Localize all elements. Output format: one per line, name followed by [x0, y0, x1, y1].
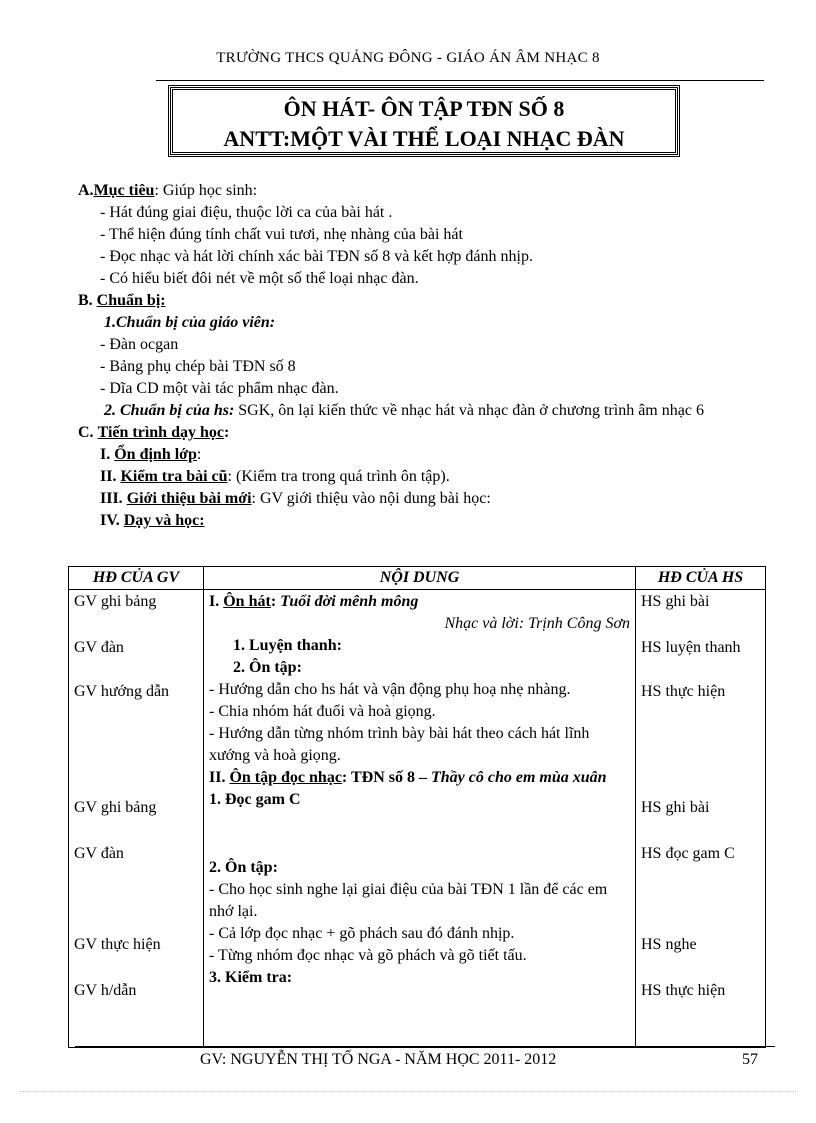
section-a-intro: : Giúp học sinh: — [154, 182, 258, 199]
teacher-prep-heading: 1.Chuẩn bị của giáo viên: — [104, 314, 276, 331]
reading-review-heading — [209, 767, 630, 789]
s2-item-2: - Cả lớp đọc nhạc + gõ phách sau đó đánh nhịp. — [209, 925, 515, 942]
s2-mid: : TĐN số 8 – — [341, 769, 431, 786]
step-4-title: Dạy và học: — [123, 512, 205, 529]
hs-r5: HS đọc gam C — [641, 845, 735, 862]
header-teacher: HĐ CỦA GV — [69, 567, 204, 590]
gv-r2: GV đàn — [74, 639, 124, 656]
s2-item-1: - Cho học sinh nghe lại giai điệu của bài TĐN 1 lần để các em nhớ lại. — [209, 881, 608, 920]
section-c-heading — [78, 422, 778, 444]
step-1-title: Ổn định lớp — [114, 446, 197, 463]
teacher-column — [69, 590, 204, 1048]
teacher-prep-2: - Bảng phụ chép bài TĐN số 8 — [100, 358, 296, 375]
objective-3: - Đọc nhạc và hát lời chính xác bài TĐN số 8 và kết hợp đánh nhịp. — [100, 248, 533, 265]
s1-item-1: - Hướng dẫn cho hs hát và vận động phụ hoạ nhẹ nhàng. — [209, 681, 571, 698]
gv-r5: GV đàn — [74, 845, 124, 862]
s1-warmup: 1. Luyện thanh: — [233, 637, 342, 654]
lesson-table — [68, 566, 766, 1048]
step-2-num: II. — [100, 468, 121, 485]
content-column — [204, 590, 636, 1048]
s1-song: Tuổi đời mênh mông — [280, 593, 419, 610]
step-1 — [78, 444, 778, 466]
step-2 — [78, 466, 778, 488]
table-body-row — [69, 590, 766, 1048]
step-3-rest: : GV giới thiệu vào nội dung bài học: — [251, 490, 491, 507]
hs-r1: HS ghi bài — [641, 593, 710, 610]
teacher-prep-3: - Dĩa CD một vài tác phẩm nhạc đàn. — [100, 380, 339, 397]
section-b-heading — [78, 290, 778, 312]
step-1-num: I. — [100, 446, 115, 463]
page-number: 57 — [742, 1051, 758, 1068]
s1-item-2: - Chia nhóm hát đuổi và hoà giọng. — [209, 703, 436, 720]
section-a-label: A. — [78, 182, 94, 199]
section-b-label: B. — [78, 292, 93, 309]
header-student: HĐ CỦA HS — [636, 567, 766, 590]
gv-r7: GV h/dẫn — [74, 982, 137, 999]
s2-review: 2. Ôn tập: — [209, 859, 278, 876]
footer-rule — [75, 1046, 775, 1047]
step-3-num: III. — [100, 490, 127, 507]
gv-r3: GV hướng dẫn — [74, 683, 170, 700]
step-4-num: IV. — [100, 512, 124, 529]
lesson-body — [78, 180, 778, 532]
song-author: Nhạc và lời: Trịnh Công Sơn — [444, 615, 630, 632]
student-prep — [78, 400, 778, 422]
s2-scale: 1. Đọc gam C — [209, 791, 301, 808]
gv-r6: GV thực hiện — [74, 936, 161, 953]
s2-check: 3. Kiểm tra: — [209, 969, 293, 986]
s2-item-3: - Từng nhóm đọc nhạc và gõ phách và gõ tiết tấu. — [209, 947, 527, 964]
section-c-colon: : — [223, 424, 230, 441]
step-2-title: Kiểm tra bài cũ — [120, 468, 228, 485]
s2-title: Ôn tập đọc nhạc — [229, 769, 342, 786]
teacher-prep-1: - Đàn ocgan — [100, 336, 179, 353]
student-prep-heading: 2. Chuẩn bị của hs: — [104, 402, 235, 419]
s1-title: Ôn hát — [223, 593, 271, 610]
hs-r6: HS nghe — [641, 936, 697, 953]
s2-prefix: II. — [209, 769, 230, 786]
s1-review: 2. Ôn tập: — [233, 659, 302, 676]
title-line-1: ÔN HÁT- ÔN TẬP TĐN SỐ 8 — [283, 96, 565, 121]
objective-1: - Hát đúng giai điệu, thuộc lời ca của bài hát . — [100, 204, 393, 221]
section-a-heading — [78, 180, 778, 202]
section-a-title: Mục tiêu — [93, 182, 155, 199]
hs-r7: HS thực hiện — [641, 982, 726, 999]
hs-r3: HS thực hiện — [641, 683, 726, 700]
song-review-heading — [209, 591, 630, 613]
gv-r1: GV ghi bảng — [74, 593, 157, 610]
hs-r4: HS ghi bài — [641, 799, 710, 816]
s2-song: Thầy cô cho em mùa xuân — [430, 769, 607, 786]
s1-prefix: I. — [209, 593, 224, 610]
header-rule — [156, 80, 764, 81]
student-column — [636, 590, 766, 1048]
page-footer: GV: NGUYỄN THỊ TỐ NGA - NĂM HỌC 2011- 2012 — [200, 1051, 557, 1068]
section-c-title: Tiến trình dạy học — [97, 424, 224, 441]
objective-2: - Thể hiện đúng tính chất vui tươi, nhẹ nhàng của bài hát — [100, 226, 463, 243]
objective-4: - Có hiểu biết đôi nét về một số thể loại nhạc đàn. — [100, 270, 419, 287]
s1-colon: : — [270, 593, 281, 610]
page-bottom-dotted-line — [20, 1091, 796, 1092]
header-content: NỘI DUNG — [204, 567, 636, 590]
step-3-title: Giới thiệu bài mới — [126, 490, 252, 507]
step-2-rest: : (Kiểm tra trong quá trình ôn tập). — [227, 468, 450, 485]
page-header: TRƯỜNG THCS QUẢNG ĐÔNG - GIÁO ÁN ÂM NHẠC 8 — [216, 50, 600, 66]
hs-r2: HS luyện thanh — [641, 639, 741, 656]
section-b-title: Chuẩn bị: — [96, 292, 166, 309]
table-header-row — [69, 567, 766, 590]
step-1-rest: : — [196, 446, 202, 463]
step-3 — [78, 488, 778, 510]
step-4 — [78, 510, 778, 532]
title-box — [170, 87, 678, 155]
student-prep-text: SGK, ôn lại kiến thức về nhạc hát và nhạc đàn ở chương trình âm nhạc 6 — [234, 402, 704, 419]
gv-r4: GV ghi bảng — [74, 799, 157, 816]
s1-item-3: - Hướng dẫn từng nhóm trình bày bài hát theo cách hát lĩnh xướng và hoà giọng. — [209, 725, 590, 764]
title-line-2: ANTT:MỘT VÀI THỂ LOẠI NHẠC ĐÀN — [223, 126, 625, 151]
section-c-label: C. — [78, 424, 94, 441]
